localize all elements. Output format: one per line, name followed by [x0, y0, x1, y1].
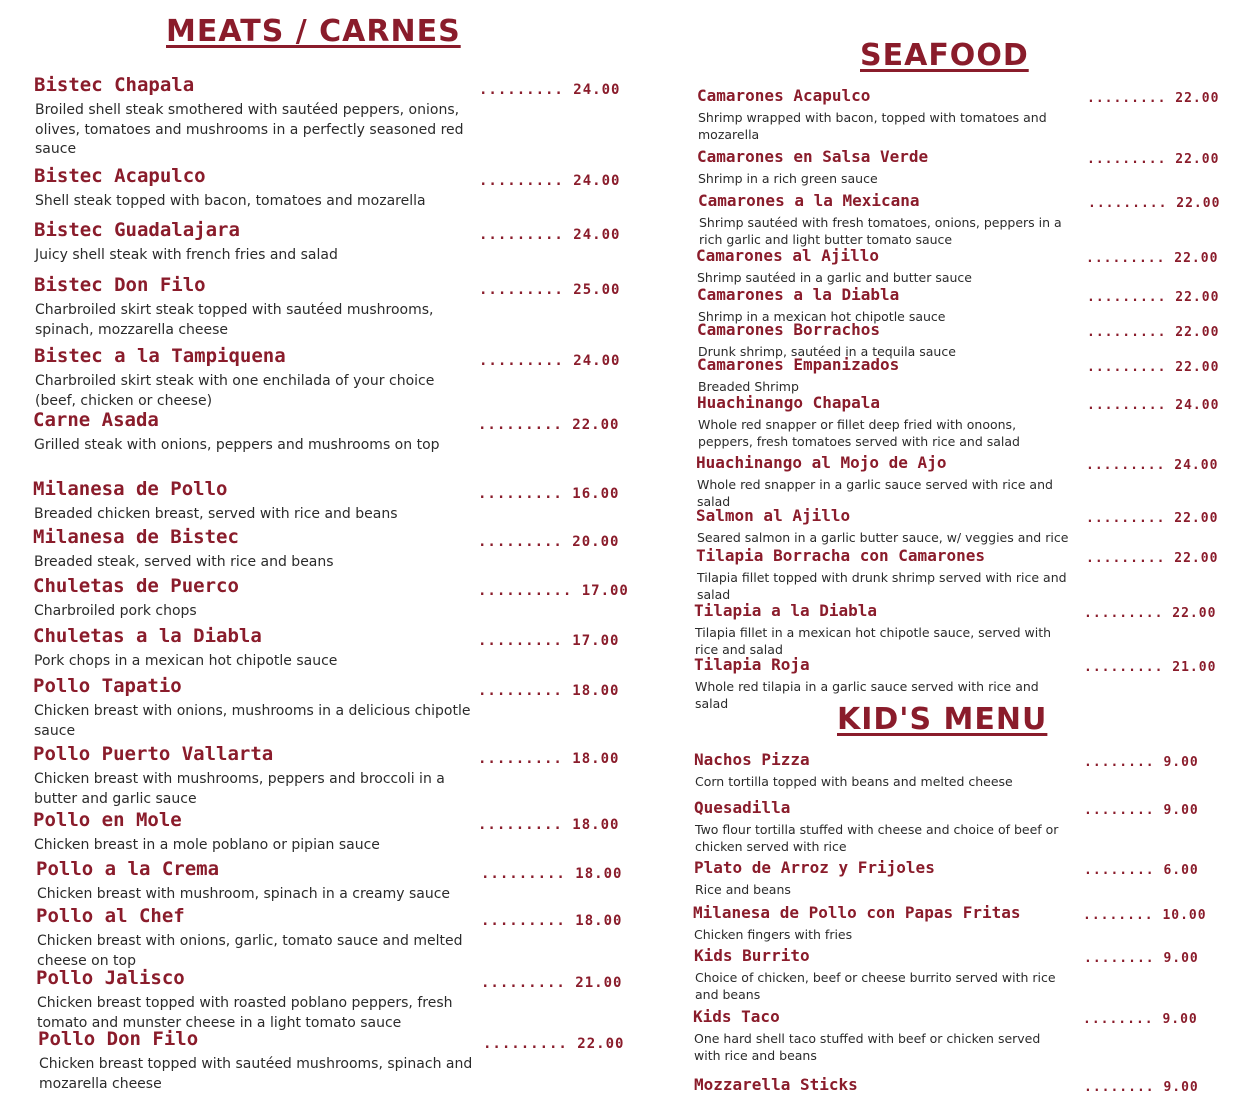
dish-name: Pollo al Chef — [36, 905, 185, 927]
dish-price: ......... 22.00 — [1087, 360, 1220, 375]
dish-description: Breaded Shrimp — [698, 379, 799, 394]
dish-price: ......... 24.00 — [1087, 398, 1220, 413]
dish-description: Shrimp sautéed in a garlic and butter sauce — [697, 270, 972, 285]
dish-name: Milanesa de Pollo — [33, 478, 228, 500]
dish-description: Broiled shell steak smothered with sautéed peppers, onions, olives, tomatoes and mushrooms in a perfectly seasoned red sauce — [35, 102, 464, 157]
dish-price: ......... 18.00 — [481, 866, 623, 882]
dish-name: Camarones al Ajillo — [696, 246, 880, 265]
dish-price: ......... 18.00 — [478, 683, 620, 699]
meats-heading: MEATS / CARNES — [166, 14, 461, 49]
dish-name: Camarones a la Diabla — [697, 285, 900, 304]
dish-name: Tilapia Roja — [694, 655, 810, 674]
dish-name: Huachinango al Mojo de Ajo — [696, 453, 947, 472]
dish-price: ......... 22.00 — [1087, 290, 1220, 305]
dish-description: Charbroiled pork chops — [34, 603, 197, 619]
dish-price: ......... 22.00 — [1086, 251, 1219, 266]
dish-description: Shell steak topped with bacon, tomatoes and mozarella — [35, 193, 426, 209]
dish-name: Pollo en Mole — [33, 809, 182, 831]
dish-price: ......... 24.00 — [479, 353, 621, 369]
dish-name: Mozzarella Sticks — [694, 1075, 858, 1094]
dish-price: ......... 22.00 — [1087, 91, 1220, 106]
dish-description: Corn tortilla topped with beans and melted cheese — [695, 774, 1013, 789]
dish-name: Huachinango Chapala — [697, 393, 881, 412]
dish-price: ........ 9.00 — [1083, 1012, 1198, 1027]
dish-price: ......... 22.00 — [478, 417, 620, 433]
dish-name: Camarones Acapulco — [697, 86, 871, 105]
dish-price: ......... 24.00 — [479, 82, 621, 98]
dish-description: Whole red snapper or fillet deep fried with onoons, peppers, fresh tomatoes served with rice and salad — [698, 417, 1020, 449]
kids-menu-heading: KID'S MENU — [837, 702, 1048, 737]
dish-price: ......... 21.00 — [481, 975, 623, 991]
dish-description: Breaded steak, served with rice and beans — [34, 554, 334, 570]
dish-description: Chicken breast with onions, garlic, tomato sauce and melted cheese on top — [37, 933, 463, 969]
dish-price: ........ 9.00 — [1084, 951, 1199, 966]
dish-description: Charbroiled skirt steak with one enchilada of your choice (beef, chicken or cheese) — [35, 373, 435, 409]
dish-price: ........ 9.00 — [1084, 755, 1199, 770]
dish-description: Chicken breast in a mole poblano or pipian sauce — [34, 837, 380, 853]
dish-name: Milanesa de Pollo con Papas Fritas — [693, 903, 1021, 922]
seafood-heading: SEAFOOD — [860, 38, 1029, 73]
dish-description: Shrimp in a rich green sauce — [698, 171, 878, 186]
dish-description: Choice of chicken, beef or cheese burrito served with rice and beans — [695, 970, 1056, 1002]
dish-name: Pollo a la Crema — [36, 858, 220, 880]
dish-name: Camarones en Salsa Verde — [697, 147, 929, 166]
dish-name: Camarones Borrachos — [697, 320, 881, 339]
dish-name: Pollo Puerto Vallarta — [33, 743, 274, 765]
dish-name: Pollo Jalisco — [36, 967, 185, 989]
dish-name: Bistec Chapala — [34, 74, 195, 96]
dish-description: Whole red snapper in a garlic sauce served with rice and salad — [697, 477, 1053, 509]
dish-description: Grilled steak with onions, peppers and mushrooms on top — [34, 437, 440, 453]
dish-description: Tilapia fillet topped with drunk shrimp served with rice and salad — [697, 570, 1067, 602]
dish-description: Tilapia fillet in a mexican hot chipotle sauce, served with rice and salad — [695, 625, 1052, 657]
dish-price: ......... 22.00 — [1087, 325, 1220, 340]
dish-price: ......... 21.00 — [1084, 660, 1217, 675]
dish-price: ......... 25.00 — [479, 282, 621, 298]
dish-price: ......... 22.00 — [1086, 511, 1219, 526]
dish-description: Pork chops in a mexican hot chipotle sauce — [34, 653, 338, 669]
dish-description: Breaded chicken breast, served with rice and beans — [34, 506, 398, 522]
dish-price: ......... 22.00 — [1087, 152, 1220, 167]
dish-price: ........ 9.00 — [1084, 803, 1199, 818]
dish-name: Bistec Guadalajara — [34, 219, 240, 241]
dish-description: Chicken breast with onions, mushrooms in a delicious chipotle sauce — [34, 703, 471, 739]
dish-price: ......... 16.00 — [478, 486, 620, 502]
dish-description: Shrimp wrapped with bacon, topped with tomatoes and mozarella — [698, 110, 1047, 142]
dish-price: ........ 9.00 — [1084, 1080, 1199, 1095]
dish-name: Pollo Don Filo — [38, 1028, 199, 1050]
dish-description: Chicken breast with mushroom, spinach in a creamy sauce — [37, 886, 451, 902]
dish-name: Plato de Arroz y Frijoles — [694, 858, 935, 877]
dish-price: ......... 17.00 — [478, 633, 620, 649]
dish-description: Chicken breast with mushrooms, peppers and broccoli in a butter and garlic sauce — [34, 771, 445, 807]
dish-name: Nachos Pizza — [694, 750, 810, 769]
dish-price: ......... 24.00 — [479, 173, 621, 189]
dish-description: Two flour tortilla stuffed with cheese and choice of beef or chicken served with rice — [695, 822, 1059, 854]
dish-name: Camarones Empanizados — [697, 355, 900, 374]
dish-description: Juicy shell steak with french fries and salad — [35, 247, 338, 263]
dish-price: ......... 22.00 — [1088, 196, 1221, 211]
dish-price: ......... 24.00 — [479, 227, 621, 243]
dish-description: Whole red tilapia in a garlic sauce served with rice and salad — [695, 679, 1039, 711]
dish-description: Drunk shrimp, sautéed in a tequila sauce — [698, 344, 956, 359]
dish-name: Pollo Tapatio — [33, 675, 182, 697]
dish-name: Salmon al Ajillo — [696, 506, 851, 525]
dish-name: Bistec Acapulco — [34, 165, 206, 187]
dish-name: Chuletas de Puerco — [33, 575, 239, 597]
dish-name: Milanesa de Bistec — [33, 526, 239, 548]
dish-name: Tilapia a la Diabla — [694, 601, 878, 620]
dish-name: Kids Burrito — [694, 946, 810, 965]
dish-name: Quesadilla — [694, 798, 791, 817]
dish-description: Charbroiled skirt steak topped with sautéed mushrooms, spinach, mozzarella cheese — [35, 302, 434, 338]
dish-description: Chicken fingers with fries — [694, 927, 853, 942]
dish-price: ......... 18.00 — [478, 817, 620, 833]
dish-price: ......... 18.00 — [481, 913, 623, 929]
dish-name: Bistec Don Filo — [34, 274, 206, 296]
dish-price: ......... 20.00 — [478, 534, 620, 550]
dish-name: Tilapia Borracha con Camarones — [696, 546, 985, 565]
dish-name: Bistec a la Tampiquena — [34, 345, 286, 367]
dish-name: Kids Taco — [693, 1007, 780, 1026]
dish-price: ......... 22.00 — [1084, 606, 1217, 621]
dish-description: Chicken breast topped with sautéed mushrooms, spinach and mozarella cheese — [39, 1056, 473, 1092]
dish-price: ......... 22.00 — [1086, 551, 1219, 566]
dish-price: ......... 24.00 — [1086, 458, 1219, 473]
dish-price: ......... 18.00 — [478, 751, 620, 767]
dish-name: Chuletas a la Diabla — [33, 625, 262, 647]
dish-price: ........ 6.00 — [1084, 863, 1199, 878]
dish-description: Chicken breast topped with roasted poblano peppers, fresh tomato and munster cheese in a light tomato sauce — [37, 995, 453, 1031]
dish-price: .......... 17.00 — [478, 583, 629, 599]
dish-name: Carne Asada — [33, 409, 159, 431]
dish-name: Camarones a la Mexicana — [698, 191, 920, 210]
dish-description: Shrimp in a mexican hot chipotle sauce — [698, 309, 946, 324]
dish-price: ........ 10.00 — [1083, 908, 1207, 923]
dish-description: Seared salmon in a garlic butter sauce, w/ veggies and rice — [697, 530, 1069, 545]
dish-price: ......... 22.00 — [483, 1036, 625, 1052]
dish-description: One hard shell taco stuffed with beef or chicken served with rice and beans — [694, 1031, 1041, 1063]
dish-description: Shrimp sautéed with fresh tomatoes, onions, peppers in a rich garlic and light butter tomato sauce — [699, 215, 1062, 247]
dish-description: Rice and beans — [695, 882, 791, 897]
